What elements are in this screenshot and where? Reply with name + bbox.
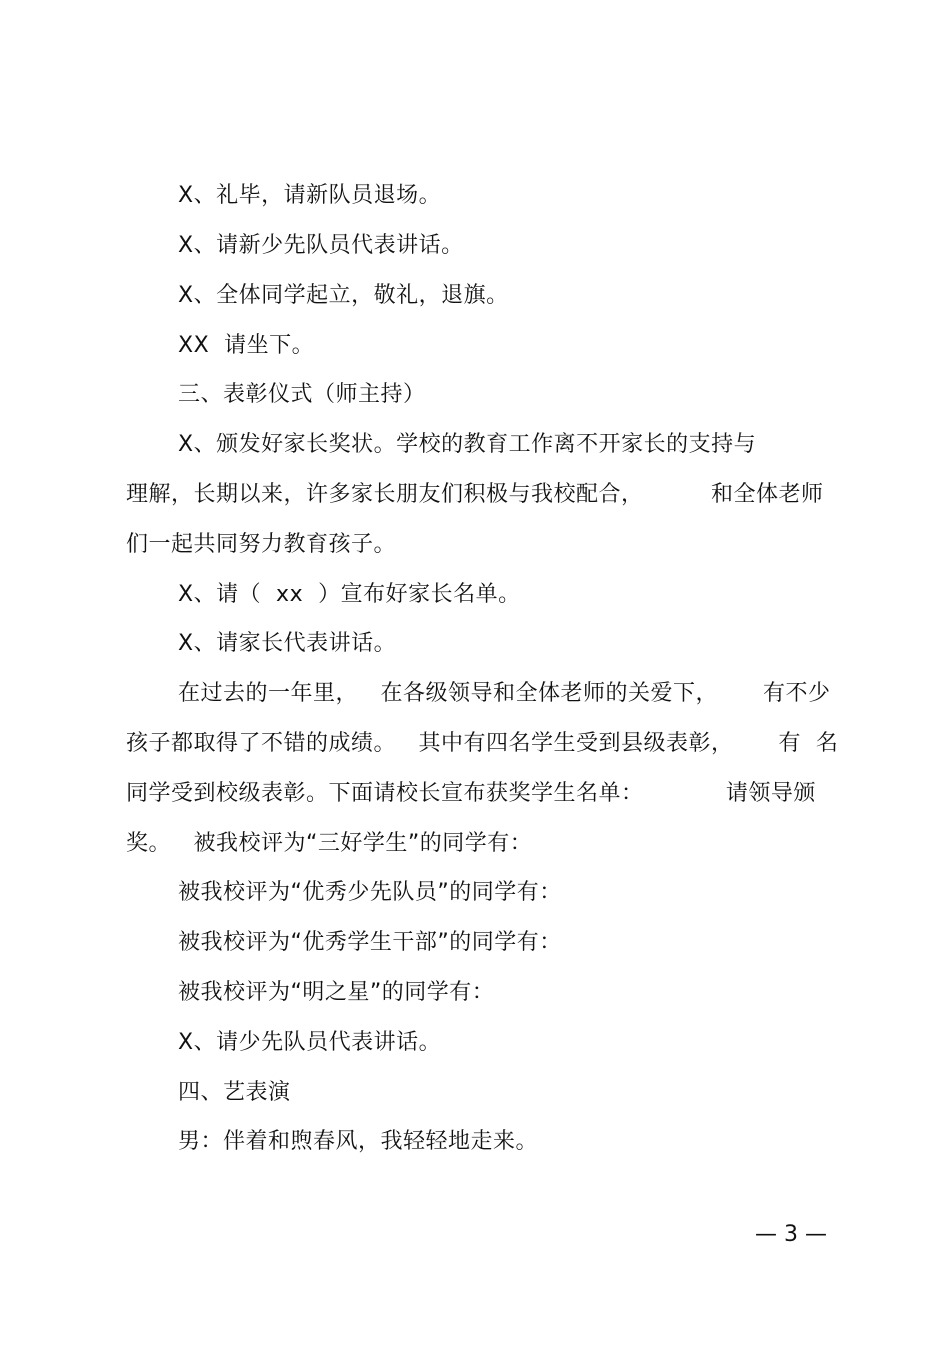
text-line: XX 请坐下。	[178, 333, 315, 358]
text-line: 孩子都取得了不错的成绩。 其中有四名学生受到县级表彰， 有 名	[126, 731, 839, 756]
text-line: X、请新少先队员代表讲话。	[178, 233, 464, 258]
text-line: X、请（ xx ）宣布好家长名单。	[178, 582, 521, 607]
section-heading: 三、表彰仪式（师主持）	[178, 382, 426, 407]
text-line: 被我校评为“明之星”的同学有：	[178, 980, 495, 1005]
text-line: X、礼毕，请新队员退场。	[178, 183, 442, 208]
text-line: 被我校评为“优秀少先队员”的同学有：	[178, 880, 562, 905]
text-line: X、请少先队员代表讲话。	[178, 1030, 442, 1055]
text-line: 男：伴着和煦春风，我轻轻地走来。	[178, 1129, 539, 1154]
text-line: X、请家长代表讲话。	[178, 631, 397, 656]
text-line: 被我校评为“优秀学生干部”的同学有：	[178, 930, 562, 955]
text-line: 同学受到校级表彰。下面请校长宣布获奖学生名单： 请领导颁	[126, 781, 816, 806]
text-line: X、全体同学起立，敬礼，退旗。	[178, 283, 509, 308]
text-line: 们一起共同努力教育孩子。	[126, 532, 397, 557]
text-line: 奖。 被我校评为“三好学生”的同学有：	[126, 831, 533, 856]
text-line: 在过去的一年里， 在各级领导和全体老师的关爱下， 有不少	[178, 681, 831, 706]
section-heading: 四、艺表演	[178, 1080, 291, 1105]
text-line: 理解，长期以来，许多家长朋友们积极与我校配合， 和全体老师	[126, 482, 824, 507]
page-number: — 3 —	[755, 1222, 827, 1247]
text-line: X、颁发好家长奖状。学校的教育工作离不开家长的支持与	[178, 432, 757, 457]
